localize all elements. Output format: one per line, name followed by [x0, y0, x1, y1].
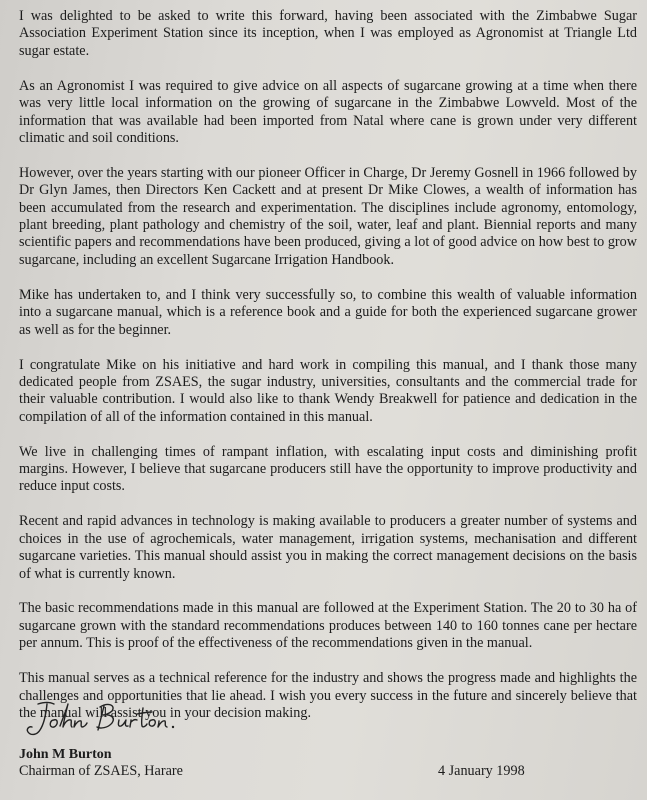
paragraph-1: I was delighted to be asked to write this forward, having been associated with the Zimbabwe Sugar Association Experiment Station since its inception, when I was employed as Agronomist at Triangle Ltd sugar estate.	[19, 8, 637, 59]
author-name: John M Burton	[19, 747, 112, 762]
paragraph-8: The basic recommendations made in this manual are followed at the Experiment Station. The 20 to 30 ha of sugarcane grown with the standard recommendations produces between 140 to 160 tonnes cane per hectare per annum. This is proof of the effectiveness of the recommendations given in the manual.	[19, 600, 637, 652]
author-title: Chairman of ZSAES, Harare	[19, 763, 183, 779]
paragraph-9: This manual serves as a technical reference for the industry and shows the progress made and highlights the challenges and opportunities that lie ahead. I wish you every success in the future and sincerely believe that the manual will assist you in your decision making.	[19, 670, 637, 721]
handwritten-signature	[20, 698, 190, 742]
signature-date: 4 January 1998	[438, 763, 525, 779]
paragraph-2: As an Agronomist I was required to give advice on all aspects of sugarcane growing at a time when there was very little local information on the growing of sugarcane in the Zimbabwe Lowveld. Most of the information that was available had been imported from Natal where cane is grown under very different climatic and soil conditions.	[19, 77, 637, 146]
paragraph-6: We live in challenging times of rampant inflation, with escalating input costs and diminishing profit margins. However, I believe that sugarcane producers still have the opportunity to improve productivity and reduce input costs.	[19, 443, 637, 495]
paragraph-5: I congratulate Mike on his initiative and hard work in compiling this manual, and I thank those many dedicated people from ZSAES, the sugar industry, universities, consultants and the commercial trade for their valuable contribution. I would also like to thank Wendy Breakwell for patience and dedication in the compilation of all of the information contained in this manual.	[19, 356, 637, 425]
paragraph-4: Mike has undertaken to, and I think very successfully so, to combine this wealth of valuable information into a sugarcane manual, which is a reference book and a guide for both the experienced sugarcane grower as well as for the beginner.	[19, 286, 637, 338]
paragraph-3: However, over the years starting with our pioneer Officer in Charge, Dr Jeremy Gosnell in 1966 followed by Dr Glyn James, then Directors Ken Cackett and at present Dr Mike Clowes, a wealth of information has been accumulated from the research and experimentation. The disciplines include agronomy, entomology, plant breeding, plant pathology and chemistry of the soil, water, leaf and plant. Biennial reports and many scientific papers and recommendations have been produced, giving a lot of good advice on how best to grow sugarcane, including an excellent Sugarcane Irrigation Handbook.	[19, 164, 637, 268]
paragraph-7: Recent and rapid advances in technology is making available to producers a greater number of systems and choices in the use of agrochemicals, water management, irrigation systems, mechanisation and different sugarcane varieties. This manual should assist you in making the correct management decisions on the basis of what is currently known.	[19, 513, 637, 582]
